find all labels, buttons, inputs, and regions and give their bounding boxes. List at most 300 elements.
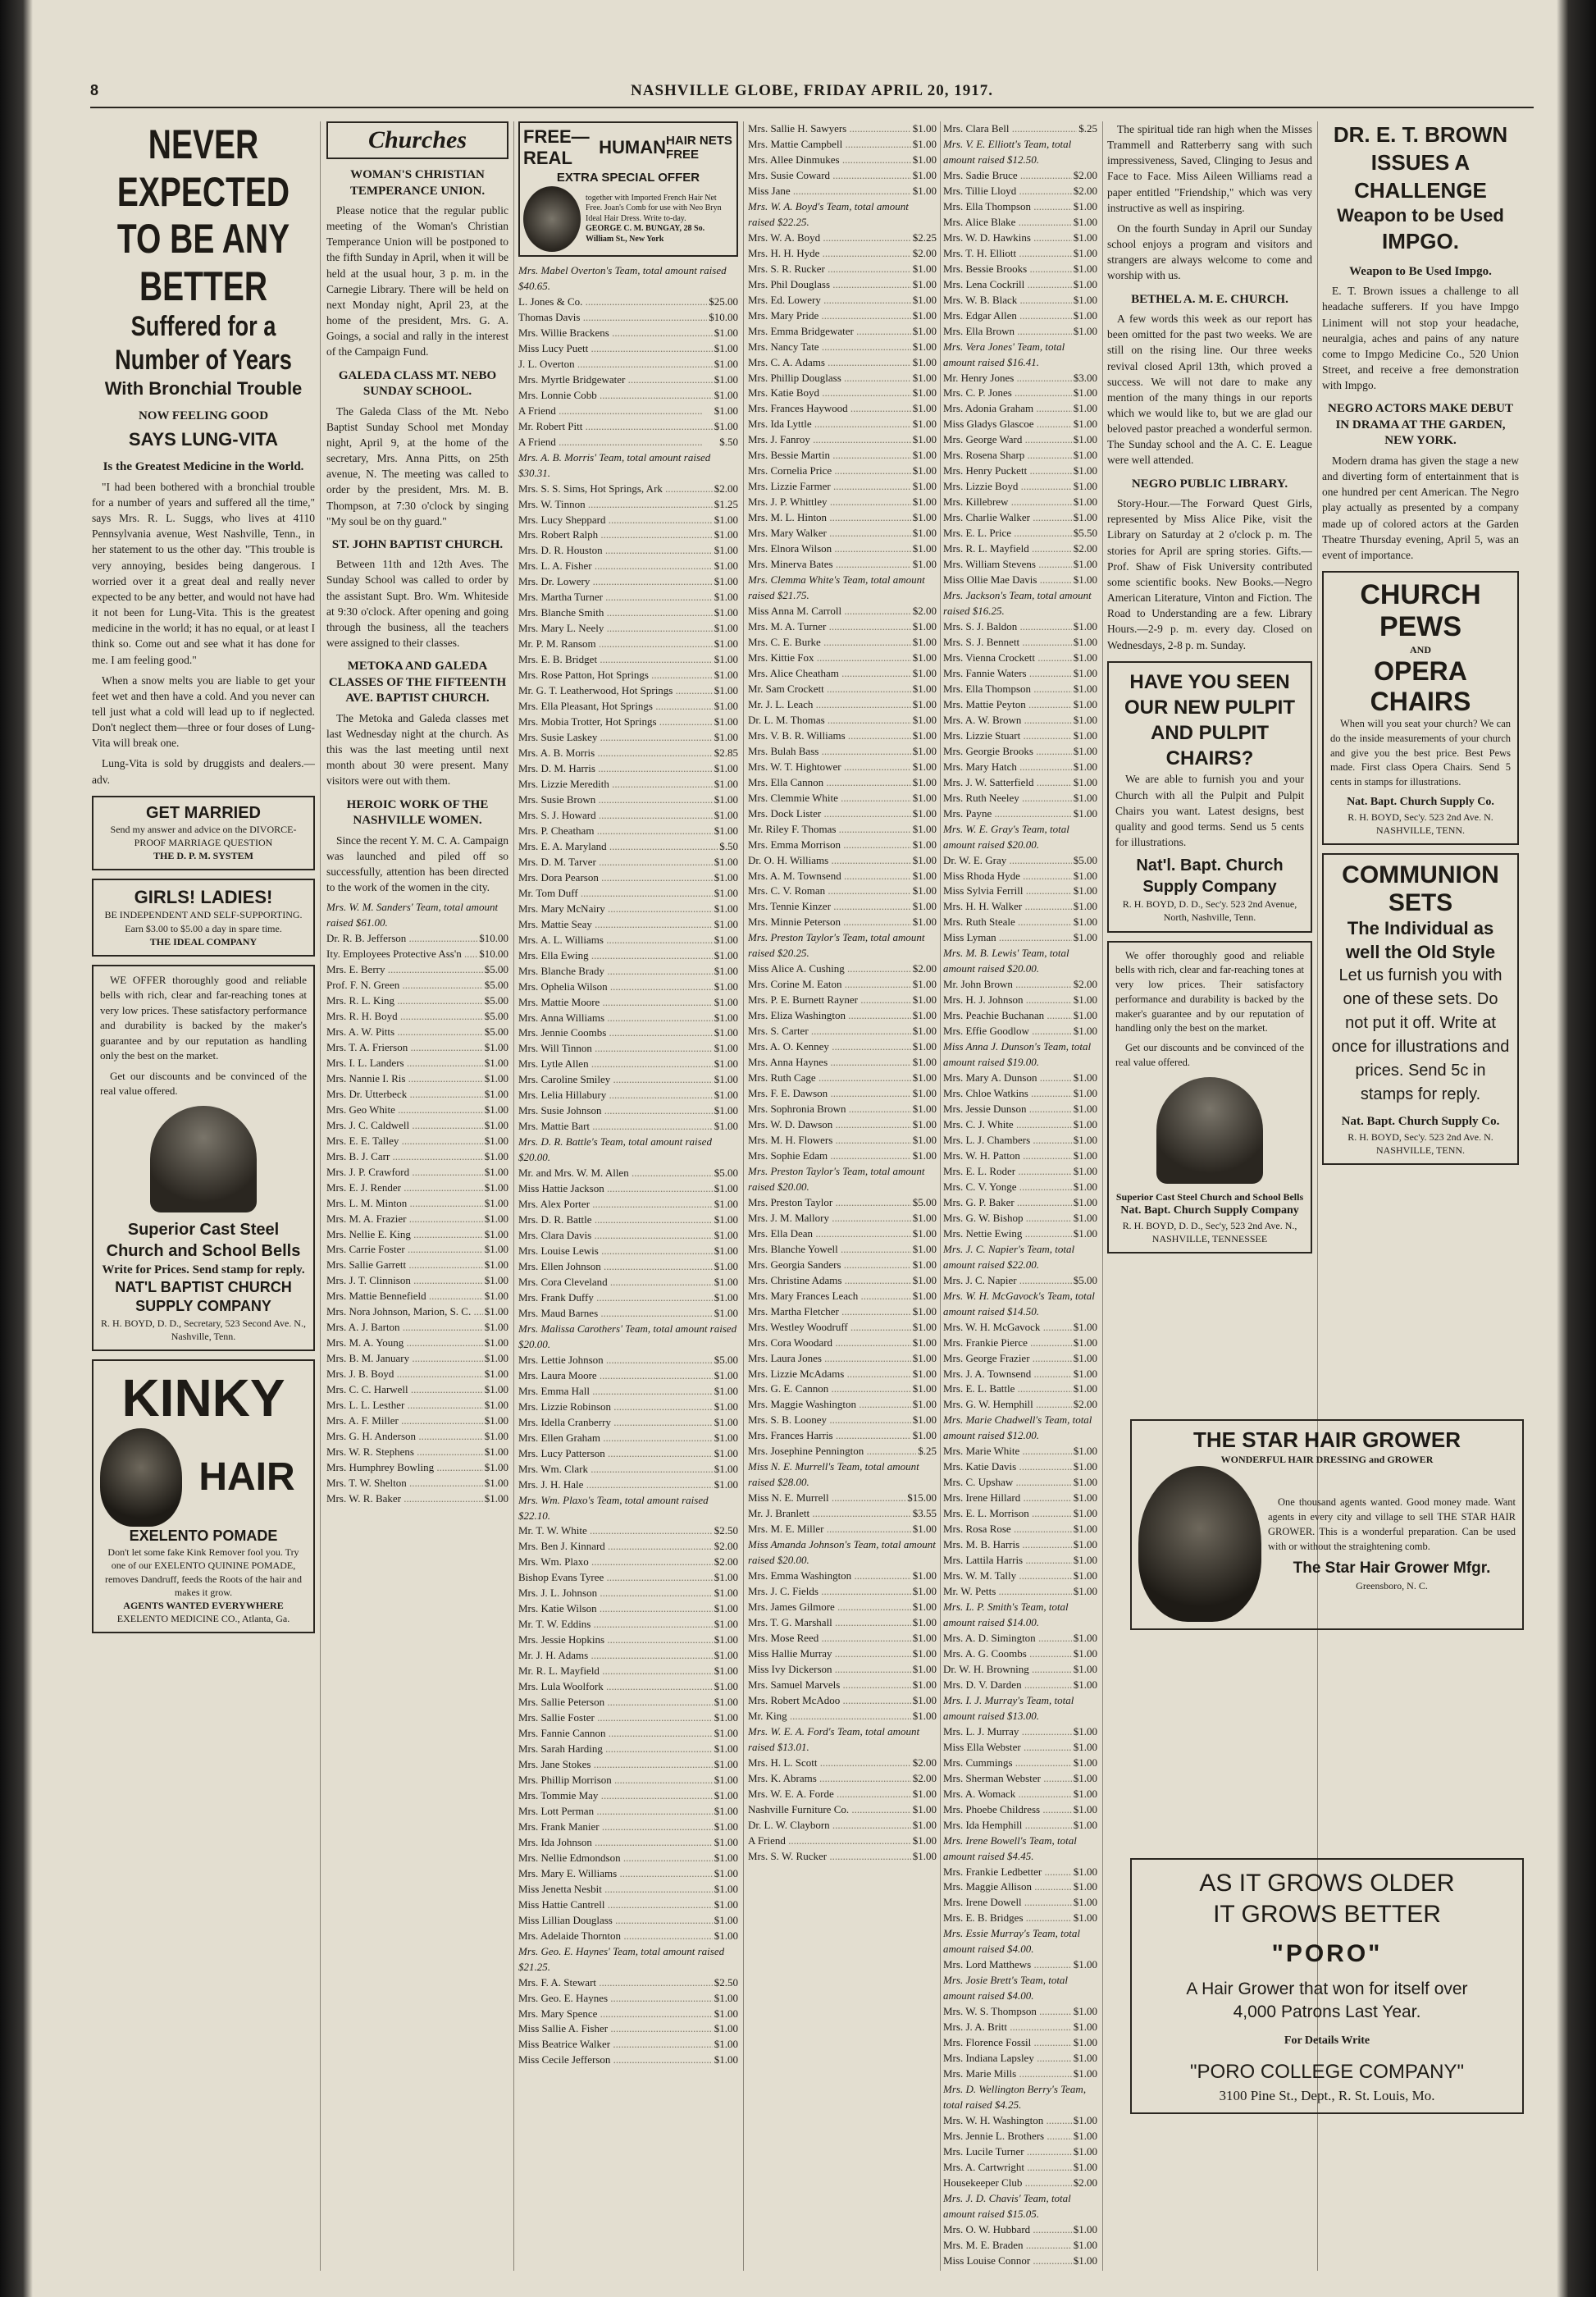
donor-name: Mrs. Lizzie McAdams ..... bbox=[748, 1367, 911, 1382]
donor-row bbox=[943, 526, 1097, 541]
donor-name: Mrs. M. L. Hinton ..... bbox=[748, 510, 911, 526]
donor-row bbox=[326, 1336, 508, 1351]
donor-name: Mrs. C. E. Burke ..... bbox=[748, 635, 911, 651]
donor-row bbox=[748, 961, 937, 977]
column-rule bbox=[513, 121, 514, 2271]
donor-amount: $1.00 bbox=[714, 762, 738, 774]
donor-row bbox=[518, 1929, 738, 1944]
donor-amount: $1.00 bbox=[1073, 1211, 1097, 1224]
donor-amount: $1.00 bbox=[1073, 900, 1097, 913]
donor-row bbox=[326, 1025, 508, 1040]
team-total: Mrs. Josie Brett's Team, total amount raised $4.00. bbox=[943, 1974, 1069, 2002]
donor-name: Mrs. J. Fanroy ..... bbox=[748, 432, 911, 448]
column-5 bbox=[943, 121, 1097, 2271]
donor-name: Mrs. Fannie Waters ..... bbox=[943, 666, 1072, 682]
donor-name: Dr. W. H. Browning ..... bbox=[943, 1662, 1072, 1678]
donor-row bbox=[943, 1397, 1097, 1413]
page-header bbox=[90, 82, 1534, 108]
donor-amount: $1.00 bbox=[912, 1087, 937, 1100]
donor-row bbox=[326, 1009, 508, 1025]
donor-name: Mrs. Indiana Lapsley ..... bbox=[943, 2051, 1072, 2066]
donor-name: Mr. T. W. White ..... bbox=[518, 1523, 713, 1539]
donor-row bbox=[943, 199, 1097, 215]
communion-title: COMMUNION SETS bbox=[1342, 861, 1499, 917]
donor-amount: $1.00 bbox=[484, 1180, 508, 1194]
pews-and: AND bbox=[1410, 643, 1431, 655]
donor-amount: $1.00 bbox=[714, 1290, 738, 1304]
donor-amount: $1.00 bbox=[714, 886, 738, 899]
donor-row bbox=[518, 1368, 738, 1384]
donor-row bbox=[943, 324, 1097, 340]
poro-line-1: AS IT GROWS OLDER bbox=[1199, 1870, 1455, 1897]
donor-name: Mrs. A. Womack ..... bbox=[943, 1787, 1072, 1802]
donor-name: Mrs. Ed. Lowery ..... bbox=[748, 293, 911, 308]
pews-company: Nat. Bapt. Church Supply Co. bbox=[1347, 795, 1494, 808]
get-married-ad bbox=[92, 796, 315, 871]
donor-row bbox=[518, 2053, 738, 2068]
donor-amount: $1.00 bbox=[1073, 262, 1097, 275]
woman-portrait-icon bbox=[100, 1428, 182, 1527]
donor-name: Mrs. Cora Woodard ..... bbox=[748, 1336, 911, 1351]
donor-amount: $1.00 bbox=[912, 433, 937, 446]
donor-row bbox=[943, 1211, 1097, 1226]
donor-name: Mrs. A. D. Simington ..... bbox=[943, 1631, 1072, 1646]
donor-amount: $1.00 bbox=[1073, 199, 1097, 212]
donor-amount: $1.00 bbox=[1073, 1148, 1097, 1162]
donor-row bbox=[748, 1569, 937, 1584]
donor-amount: $1.00 bbox=[1073, 2254, 1097, 2267]
donor-row bbox=[518, 372, 738, 388]
donor-name: Mrs. Payne ..... bbox=[943, 806, 1072, 822]
donor-amount: $1.00 bbox=[912, 697, 937, 710]
donor-row bbox=[943, 1491, 1097, 1506]
donor-row bbox=[518, 980, 738, 995]
donor-row bbox=[943, 1678, 1097, 1693]
donor-name: Mrs. Tommie May ..... bbox=[518, 1788, 713, 1804]
donor-amount: $1.00 bbox=[714, 1104, 738, 1117]
girls-ladies-text: BE INDEPENDENT AND SELF-SUPPORTING. Earn $3.00 to $5.00 a day in spare time. bbox=[104, 909, 303, 934]
donor-amount: $1.00 bbox=[912, 137, 937, 150]
communion-text: Let us furnish you with one of these sets. Do not put it off. Write at once for illustrations and prices. Send 5c in stamps for reply. bbox=[1331, 966, 1510, 1104]
donor-amount: $1.00 bbox=[912, 262, 937, 275]
donor-name: Mrs. Jennie L. Brothers ..... bbox=[943, 2129, 1072, 2144]
donor-amount: $1.00 bbox=[912, 1382, 937, 1395]
star-hair-grower-ad bbox=[1130, 1419, 1524, 1630]
poro-company: "PORO COLLEGE COMPANY" bbox=[1190, 2060, 1464, 2083]
donor-name: Prof. F. N. Green ..... bbox=[326, 978, 483, 993]
donor-amount: $1.00 bbox=[1073, 993, 1097, 1007]
column-4 bbox=[748, 121, 937, 2271]
donor-row bbox=[326, 962, 508, 978]
donor-row bbox=[943, 1879, 1097, 1895]
team-total: Mrs. Mabel Overton's Team, total amount raised $40.65. bbox=[518, 264, 727, 292]
donor-row bbox=[748, 1444, 937, 1459]
donor-row bbox=[518, 621, 738, 637]
donor-row bbox=[943, 1273, 1097, 1289]
pews-address: R. H. BOYD, Sec'y. 523 2nd Ave. N. NASHVILLE, TENN. bbox=[1347, 811, 1493, 836]
donor-name: Mrs. Sadie Bruce ..... bbox=[943, 168, 1072, 184]
donor-name: Mrs. Alice Cheatham ..... bbox=[748, 666, 911, 682]
donor-row bbox=[748, 1242, 937, 1258]
donor-row bbox=[326, 1273, 508, 1289]
donor-row bbox=[518, 404, 738, 419]
donor-row bbox=[748, 231, 937, 246]
donor-row bbox=[326, 931, 508, 947]
donor-name: Mrs. M. A. Young ..... bbox=[326, 1336, 483, 1351]
donor-name: Mrs. Minnie Peterson ..... bbox=[748, 915, 911, 930]
free-ad-mid: HUMAN bbox=[599, 137, 667, 158]
donor-row bbox=[518, 1897, 738, 1913]
donor-amount: $1.00 bbox=[912, 1631, 937, 1644]
donor-name: Mrs. J. L. Johnson ..... bbox=[518, 1586, 713, 1601]
donor-row bbox=[943, 1662, 1097, 1678]
donor-name: Mrs. Phillip Morrison ..... bbox=[518, 1773, 713, 1788]
donor-amount: $1.00 bbox=[912, 1304, 937, 1317]
donor-amount: $1.00 bbox=[1073, 1585, 1097, 1598]
team-total: Mrs. Preston Taylor's Team, total amount raised $20.25. bbox=[748, 931, 925, 960]
donor-name: Mrs. Emma Washington ..... bbox=[748, 1569, 911, 1584]
donor-name: Mrs. Anna Haynes ..... bbox=[748, 1055, 911, 1071]
donor-name: Mrs. Katie Davis ..... bbox=[943, 1459, 1072, 1475]
donor-row bbox=[748, 1522, 937, 1537]
donor-amount: $1.00 bbox=[912, 916, 937, 929]
donor-name: Mrs. L. A. Fisher ..... bbox=[518, 559, 713, 574]
donor-row bbox=[518, 1462, 738, 1477]
donor-row bbox=[518, 683, 738, 699]
donor-row bbox=[518, 1757, 738, 1773]
donor-row bbox=[943, 2020, 1097, 2035]
donor-amount: $1.00 bbox=[484, 1103, 508, 1116]
donor-amount: $1.00 bbox=[714, 964, 738, 977]
donor-amount: $1.00 bbox=[1073, 2160, 1097, 2173]
donor-name: Mr. R. L. Mayfield ..... bbox=[518, 1664, 713, 1679]
donor-name: Miss Ivy Dickerson ..... bbox=[748, 1662, 911, 1678]
donor-amount: $1.00 bbox=[1073, 1507, 1097, 1520]
donor-row bbox=[943, 448, 1097, 464]
donor-row bbox=[943, 744, 1097, 760]
donor-row bbox=[326, 1212, 508, 1227]
donor-amount: $1.00 bbox=[1073, 713, 1097, 726]
donor-amount: $1.00 bbox=[484, 1258, 508, 1272]
donor-amount: $1.00 bbox=[714, 1820, 738, 1833]
donor-amount: $1.00 bbox=[1073, 620, 1097, 632]
donor-row bbox=[943, 1444, 1097, 1459]
donor-row bbox=[326, 1227, 508, 1243]
star-hair-title: THE STAR HAIR GROWER bbox=[1193, 1427, 1461, 1452]
donor-row bbox=[943, 1024, 1097, 1039]
scan-edge-left bbox=[0, 0, 33, 2297]
donor-name: Mrs. M. B. Harris ..... bbox=[943, 1537, 1072, 1553]
donor-row bbox=[943, 293, 1097, 308]
donor-row bbox=[943, 479, 1097, 495]
donor-row bbox=[518, 1851, 738, 1866]
team-total: Mrs. Clemma White's Team, total amount raised $21.75. bbox=[748, 573, 925, 602]
donor-amount: $1.00 bbox=[912, 402, 937, 415]
donor-name: Mrs. Blanche Yowell ..... bbox=[748, 1242, 911, 1258]
donor-row bbox=[518, 1539, 738, 1555]
donor-amount: $1.00 bbox=[714, 528, 738, 541]
donor-name: Mrs. Nellie Edmondson ..... bbox=[518, 1851, 713, 1866]
donor-row bbox=[518, 1820, 738, 1835]
donor-row bbox=[943, 2269, 1097, 2271]
bells-ad-2-caption: Superior Cast Steel Church and School Bells bbox=[1115, 1190, 1304, 1203]
donor-row bbox=[748, 1833, 937, 1849]
donor-amount: $1.00 bbox=[1073, 806, 1097, 820]
donor-name: Mrs. C. Upshaw ..... bbox=[943, 1475, 1072, 1491]
donor-row bbox=[326, 1103, 508, 1118]
donor-name: Mrs. Sarah Harding ..... bbox=[518, 1742, 713, 1757]
donor-row bbox=[943, 1584, 1097, 1600]
donor-name: Mrs. Frank Manier ..... bbox=[518, 1820, 713, 1835]
donor-row bbox=[943, 417, 1097, 432]
donor-name: Mrs. Nora Johnson, Marion, S. C. ..... bbox=[326, 1304, 483, 1320]
donor-amount: $5.00 bbox=[1073, 853, 1097, 866]
donor-amount: $1.00 bbox=[1073, 1523, 1097, 1536]
donor-row bbox=[518, 310, 738, 326]
donor-row bbox=[748, 1367, 937, 1382]
get-married-title: GET MARRIED bbox=[146, 803, 261, 822]
donor-amount: $1.00 bbox=[1073, 2114, 1097, 2126]
donor-amount: $1.00 bbox=[912, 1413, 937, 1427]
donor-name: Mrs. Dr. Utterbeck ..... bbox=[326, 1087, 483, 1103]
team-total: Miss N. E. Murrell's Team, total amount raised $28.00. bbox=[748, 1460, 919, 1489]
donor-row bbox=[943, 2035, 1097, 2051]
kinky-hair-title: KINKY bbox=[121, 1368, 285, 1427]
donor-row bbox=[518, 730, 738, 746]
donor-name: Miss Beatrice Walker ..... bbox=[518, 2037, 713, 2053]
donor-name: Bishop Evans Tyree ..... bbox=[518, 1570, 713, 1586]
donor-amount: $1.00 bbox=[714, 1851, 738, 1864]
donor-row bbox=[943, 869, 1097, 884]
donor-amount: $1.00 bbox=[1073, 651, 1097, 664]
donor-name: Mr. T. W. Eddins ..... bbox=[518, 1617, 713, 1633]
donor-list bbox=[943, 121, 1097, 2191]
donor-amount: $1.00 bbox=[1073, 1818, 1097, 1831]
donor-name: Mrs. P. Cheatham ..... bbox=[518, 824, 713, 839]
donor-name: Miss Hattie Cantrell ..... bbox=[518, 1897, 713, 1913]
donor-name: Mrs. Caroline Smiley ..... bbox=[518, 1072, 713, 1088]
team-total: Mrs. J. C. Napier's Team, total amount raised $22.00. bbox=[943, 1242, 1075, 1271]
lung-vita-subhead-3: NOW FEELING GOOD bbox=[138, 409, 269, 423]
star-hair-text: One thousand agents wanted. Good money made. Want agents in every city and village to sell THE STAR HAIR GROWER. This is a wonderful preparation. Can be used with or without the straightening comb. bbox=[1268, 1496, 1516, 1552]
donor-amount: $1.00 bbox=[714, 419, 738, 432]
donor-name: Mrs. Lelia Hillabury ..... bbox=[518, 1088, 713, 1103]
donor-amount: $1.00 bbox=[714, 1680, 738, 1693]
donor-amount: $1.00 bbox=[714, 715, 738, 728]
donor-amount: $1.00 bbox=[1073, 1445, 1097, 1458]
donor-row bbox=[943, 2004, 1097, 2020]
donor-row bbox=[518, 668, 738, 683]
donor-name: Mrs. Ruth Steale ..... bbox=[943, 915, 1072, 930]
donor-name: Mrs. Lonnie Cobb ..... bbox=[518, 388, 713, 404]
donor-row bbox=[748, 760, 937, 775]
donor-row bbox=[326, 1165, 508, 1180]
donor-amount: $1.00 bbox=[1073, 2238, 1097, 2251]
donor-amount: $1.00 bbox=[912, 1849, 937, 1862]
donor-row bbox=[748, 1320, 937, 1336]
donor-row bbox=[518, 1555, 738, 1570]
donor-amount: $1.00 bbox=[912, 1056, 937, 1069]
donor-row bbox=[518, 808, 738, 824]
free-ad-offer: EXTRA SPECIAL OFFER bbox=[556, 171, 700, 185]
donor-row bbox=[943, 1522, 1097, 1537]
donor-name: Mrs. S. R. Rucker ..... bbox=[748, 262, 911, 277]
pews-title-2: OPERA CHAIRS bbox=[1370, 656, 1471, 717]
donor-amount: $2.00 bbox=[714, 1540, 738, 1553]
bells-ad-2-text-2: Get our discounts and be convinced of the real value offered. bbox=[1115, 1042, 1304, 1068]
donor-row bbox=[518, 2037, 738, 2053]
donor-name: Mrs. Christine Adams ..... bbox=[748, 1273, 911, 1289]
donor-row bbox=[943, 682, 1097, 697]
bell-icon bbox=[1156, 1077, 1263, 1184]
donor-amount: $1.00 bbox=[1073, 2222, 1097, 2235]
donor-row bbox=[943, 2254, 1097, 2269]
donor-name: Mrs. A. Cartwright ..... bbox=[943, 2160, 1072, 2176]
donor-amount: $1.00 bbox=[714, 1804, 738, 1817]
donor-name: Mrs. Rosena Sharp ..... bbox=[943, 448, 1072, 464]
donor-row bbox=[326, 1149, 508, 1165]
communion-address: R. H. BOYD, Sec'y. 523 2nd Ave. N. NASHVILLE, TENN. bbox=[1347, 1130, 1493, 1156]
donor-amount: $1.00 bbox=[1073, 1351, 1097, 1364]
donor-amount: $1.00 bbox=[714, 1042, 738, 1055]
donor-row bbox=[943, 246, 1097, 262]
donor-name: Mrs. Corine M. Eaton ..... bbox=[748, 977, 911, 993]
donor-row bbox=[748, 666, 937, 682]
donor-amount: $1.00 bbox=[1073, 277, 1097, 290]
donor-name: Mrs. Clara Bell ..... bbox=[943, 121, 1077, 137]
donor-amount: $1.00 bbox=[714, 700, 738, 713]
donor-amount: $1.00 bbox=[912, 386, 937, 400]
donor-row bbox=[326, 1476, 508, 1491]
donor-row bbox=[748, 775, 937, 791]
donor-name: Mrs. Lord Matthews ..... bbox=[943, 1957, 1072, 1973]
team-total: Mrs. Malissa Carothers' Team, total amount raised $20.00. bbox=[518, 1322, 737, 1350]
donor-row bbox=[748, 682, 937, 697]
donor-row bbox=[943, 1475, 1097, 1491]
donor-row bbox=[748, 993, 937, 1008]
donor-row bbox=[943, 1148, 1097, 1164]
donor-name: Mrs. I. L. Landers ..... bbox=[326, 1056, 483, 1071]
donor-name: Mrs. O. W. Hubbard ..... bbox=[943, 2222, 1072, 2238]
donor-row bbox=[748, 153, 937, 168]
donor-name: Mrs. A. F. Miller ..... bbox=[326, 1413, 483, 1429]
donor-row bbox=[518, 699, 738, 715]
donor-row bbox=[326, 1258, 508, 1273]
donor-row bbox=[518, 792, 738, 808]
donor-name: Miss Alice A. Cushing ..... bbox=[748, 961, 911, 977]
donor-amount: $1.00 bbox=[714, 622, 738, 635]
donor-amount: $.50 bbox=[719, 839, 738, 852]
bells-ad bbox=[92, 965, 315, 1351]
donor-name: Mrs. Phillip Douglass ..... bbox=[748, 371, 911, 386]
donor-name: Mr. P. M. Ransom ..... bbox=[518, 637, 713, 652]
donor-name: Mrs. L. M. Minton ..... bbox=[326, 1196, 483, 1212]
donor-row bbox=[748, 526, 937, 541]
team-total: Miss Anna J. Dunson's Team, total amount raised $19.00. bbox=[943, 1040, 1092, 1069]
donor-name: Mrs. D. V. Darden ..... bbox=[943, 1678, 1072, 1693]
donor-amount: $1.00 bbox=[912, 728, 937, 742]
donor-amount: $1.00 bbox=[912, 153, 937, 166]
donor-amount: $1.00 bbox=[714, 606, 738, 619]
donor-name: Mrs. Mattie Moore ..... bbox=[518, 995, 713, 1011]
poro-ad bbox=[1130, 1858, 1524, 2114]
team-total: Mrs. I. J. Murray's Team, total amount raised $13.00. bbox=[943, 1693, 1074, 1722]
donor-row bbox=[748, 371, 937, 386]
donor-row bbox=[518, 1166, 738, 1181]
bells-ad-2-company: Nat. Bapt. Church Supply Company bbox=[1120, 1203, 1299, 1217]
donor-name: Mrs. Marie White ..... bbox=[943, 1444, 1072, 1459]
donor-name: Mrs. Charlie Walker ..... bbox=[943, 510, 1072, 526]
donor-name: Mrs. Lucy Patterson ..... bbox=[518, 1446, 713, 1462]
donor-row bbox=[943, 2129, 1097, 2144]
donor-row bbox=[943, 1771, 1097, 1787]
donor-row bbox=[518, 1259, 738, 1275]
donor-row bbox=[943, 262, 1097, 277]
donor-row bbox=[518, 1773, 738, 1788]
donor-name: Mrs. R. L. King ..... bbox=[326, 993, 483, 1009]
donor-row bbox=[748, 838, 937, 853]
donor-amount: $1.00 bbox=[912, 371, 937, 384]
donor-name: Dr. L. M. Thomas ..... bbox=[748, 713, 911, 728]
donor-row bbox=[748, 557, 937, 573]
donor-row bbox=[943, 1071, 1097, 1086]
donor-name: Mrs. G. H. Anderson ..... bbox=[326, 1429, 483, 1445]
donor-row bbox=[943, 386, 1097, 401]
donor-amount: $1.00 bbox=[714, 948, 738, 961]
donor-name: Mrs. Frances Haywood ..... bbox=[748, 401, 911, 417]
brown-title: DR. E. T. BROWN ISSUES A CHALLENGE bbox=[1333, 122, 1508, 203]
donor-row bbox=[748, 293, 937, 308]
donor-list bbox=[748, 121, 937, 1865]
donor-name: Mrs. Frankie Ledbetter ..... bbox=[943, 1865, 1072, 1880]
donor-amount: $1.00 bbox=[714, 326, 738, 339]
actors-text: Modern drama has given the stage a new and diverting form of entertainment that is one hundred per cent American. The Negro play actually as presented by a company made up of colored actors at the Garden Theatre Thursday evening, April 5, was an event of importance. bbox=[1322, 454, 1519, 561]
donor-name: Mrs. Susie Brown ..... bbox=[518, 792, 713, 808]
donor-amount: $2.00 bbox=[1073, 184, 1097, 197]
donor-name: Mrs. Lytle Allen ..... bbox=[518, 1057, 713, 1072]
donor-name: Mrs. A. J. Barton ..... bbox=[326, 1320, 483, 1336]
donor-row bbox=[943, 2051, 1097, 2066]
donor-name: Miss Lyman ..... bbox=[943, 930, 1072, 946]
donor-amount: $1.00 bbox=[912, 884, 937, 897]
donor-amount: $1.00 bbox=[714, 1462, 738, 1475]
donor-amount: $1.00 bbox=[912, 184, 937, 197]
donor-row bbox=[943, 697, 1097, 713]
donor-row bbox=[748, 417, 937, 432]
donor-name: Miss Rhoda Hyde ..... bbox=[943, 869, 1072, 884]
donor-amount: $1.00 bbox=[912, 542, 937, 555]
donor-amount: $1.00 bbox=[1073, 931, 1097, 944]
donor-name: Mrs. Martha Fletcher ..... bbox=[748, 1304, 911, 1320]
donor-amount: $1.00 bbox=[714, 2022, 738, 2035]
donor-amount: $1.00 bbox=[1073, 1880, 1097, 1893]
donor-row bbox=[518, 746, 738, 761]
donor-row bbox=[326, 1242, 508, 1258]
donor-name: Mrs. J. B. Boyd ..... bbox=[326, 1367, 483, 1382]
donor-name: Mrs. Vienna Crockett ..... bbox=[943, 651, 1072, 666]
donor-amount: $1.00 bbox=[1073, 231, 1097, 244]
spiritual-text: The spiritual tide ran high when the Misses Trammell and Ratterberry sang with such impressiveness, Saved, Clinging to Jesus and Face to Face. Miss Aileen Williams read a paper entitled "Friendship," which was very instructive as well as inspiring. bbox=[1107, 123, 1312, 214]
donor-amount: $1.00 bbox=[714, 404, 738, 417]
donor-name: Mrs. Ida Hemphill ..... bbox=[943, 1818, 1072, 1833]
donor-amount: $1.00 bbox=[714, 1275, 738, 1288]
donor-row bbox=[518, 870, 738, 886]
donor-name: Mrs. Josephine Pennington ..... bbox=[748, 1444, 916, 1459]
donor-name: Mrs. S. J. Baldon ..... bbox=[943, 619, 1072, 635]
donor-name: Miss Hallie Murray ..... bbox=[748, 1646, 911, 1662]
donor-name: Mrs. Jessie Hopkins ..... bbox=[518, 1633, 713, 1648]
donor-amount: $1.00 bbox=[714, 1742, 738, 1756]
